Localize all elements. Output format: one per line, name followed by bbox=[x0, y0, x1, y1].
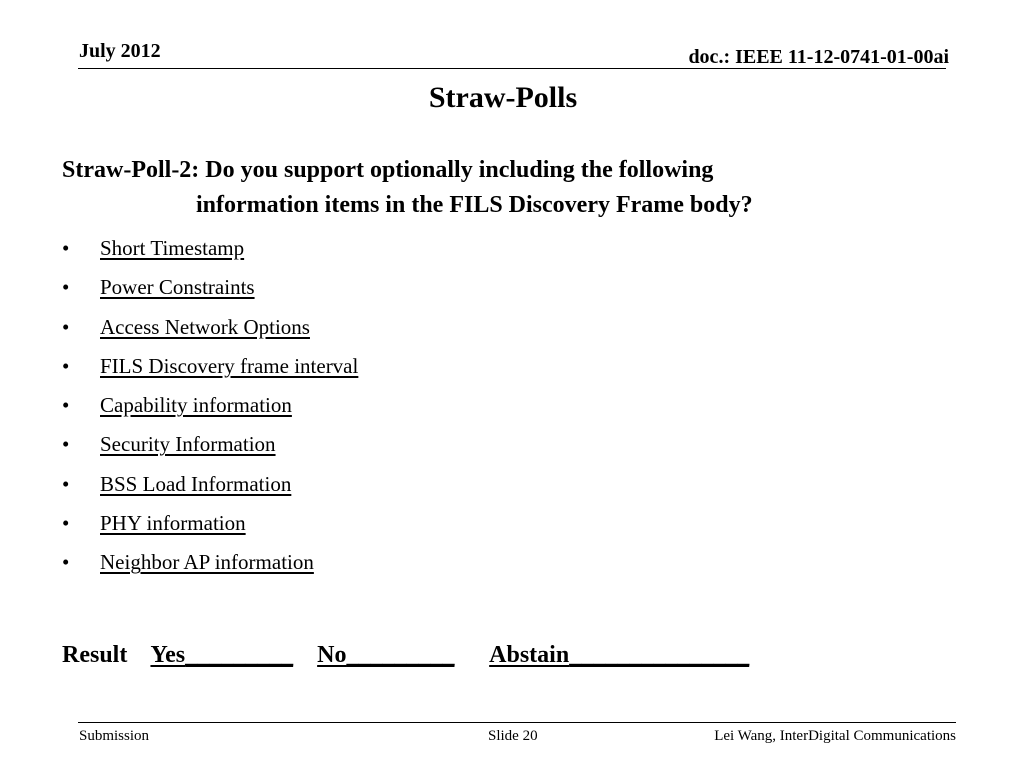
list-item bbox=[62, 545, 358, 584]
poll-result-line: Result Yes_________ No_________ Abstain_______________ bbox=[62, 642, 750, 668]
item-label: Short Timestamp bbox=[100, 236, 245, 260]
bullet: • bbox=[62, 471, 70, 496]
result-yes-label: Yes bbox=[150, 642, 186, 668]
list-item bbox=[62, 506, 358, 545]
list-item bbox=[62, 467, 358, 506]
bullet: • bbox=[62, 275, 70, 300]
footer-submission: Submission bbox=[79, 728, 150, 744]
bullet: • bbox=[62, 550, 70, 575]
header-date: July 2012 bbox=[79, 40, 161, 62]
item-label: Power Constraints bbox=[100, 275, 255, 300]
result-no-label: No bbox=[317, 642, 347, 668]
item-label: FILS Discovery frame interval bbox=[100, 353, 359, 378]
result-label: Result bbox=[62, 642, 128, 668]
bullet: • bbox=[62, 432, 70, 457]
bullet: • bbox=[62, 393, 70, 418]
item-label: Neighbor AP information bbox=[100, 550, 314, 575]
item-label: PHY information bbox=[100, 511, 246, 536]
header-doc-id: doc.: IEEE 11-12-0741-01-00ai bbox=[688, 46, 949, 68]
item-label: Access Network Options bbox=[100, 314, 310, 339]
bullet: • bbox=[62, 314, 70, 339]
item-label: Capability information bbox=[100, 393, 292, 418]
list-item bbox=[62, 427, 358, 466]
bullet: • bbox=[62, 236, 70, 260]
poll-question-line2: information items in the FILS Discovery Frame body? bbox=[196, 192, 753, 218]
slide-title: Straw-Polls bbox=[428, 81, 578, 114]
info-items-list bbox=[62, 231, 358, 585]
list-item bbox=[62, 231, 358, 270]
item-label: Security Information bbox=[100, 432, 276, 457]
list-item bbox=[62, 270, 358, 309]
poll-question bbox=[62, 153, 942, 223]
bullet: • bbox=[62, 511, 70, 536]
footer-rule bbox=[78, 722, 956, 723]
bullet: • bbox=[62, 353, 70, 378]
poll-question-line1: Straw-Poll-2: Do you support optionally including the following bbox=[62, 157, 714, 183]
result-abstain-label: Abstain bbox=[489, 642, 570, 668]
footer-author: Lei Wang, InterDigital Communications bbox=[714, 728, 956, 744]
header-rule bbox=[78, 68, 946, 69]
footer-slide-number: Slide 20 bbox=[488, 728, 538, 744]
item-label: BSS Load Information bbox=[100, 471, 292, 496]
list-item bbox=[62, 388, 358, 427]
list-item bbox=[62, 310, 358, 349]
list-item bbox=[62, 349, 358, 388]
